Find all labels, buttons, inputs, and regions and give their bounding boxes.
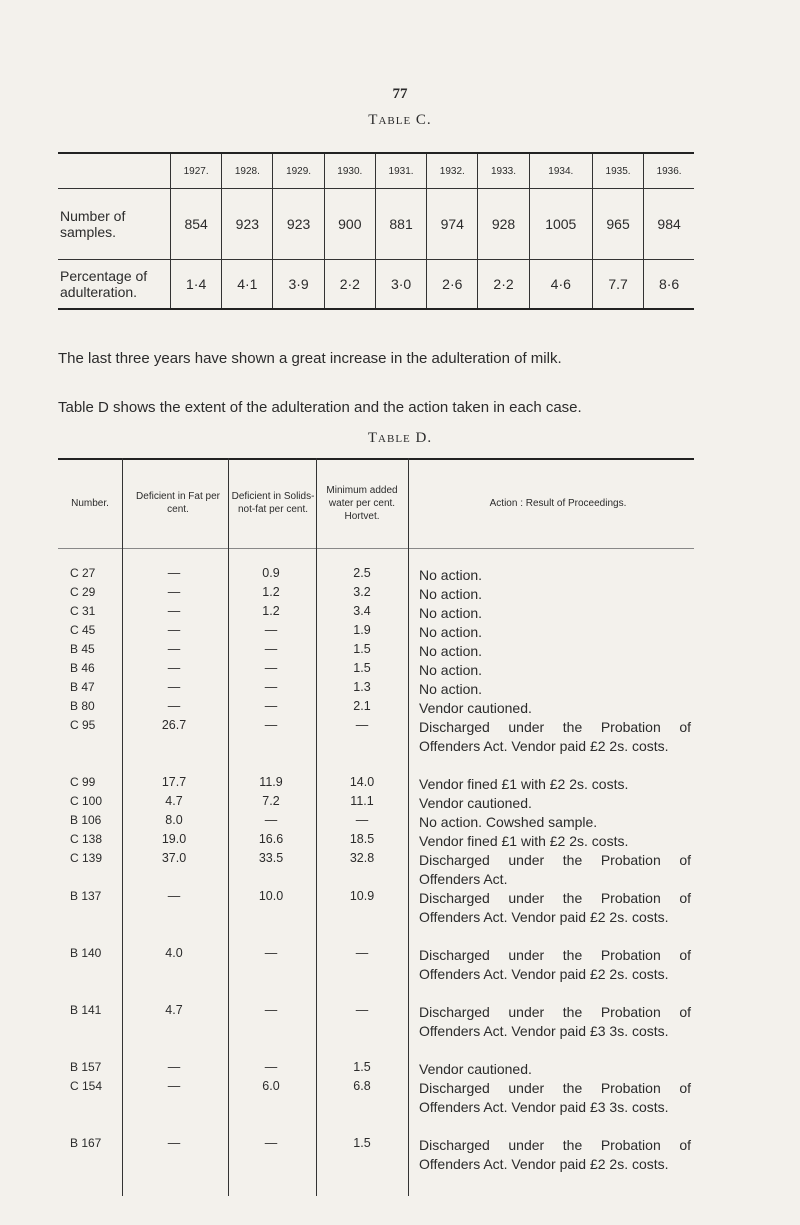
cell-action: No action. <box>419 624 483 640</box>
table-cell: 2·2 <box>324 260 375 310</box>
cell-fat: 37.0 <box>161 851 187 865</box>
cell-number: C 138 <box>70 832 103 846</box>
table-cell: 965 <box>592 189 643 260</box>
page-number: 77 <box>392 86 408 102</box>
cell-water: 18.5 <box>349 832 375 846</box>
header-water: Minimum added water per cent. Hortvet. <box>326 484 398 522</box>
table-cell: 984 <box>644 189 694 260</box>
cell-fat: 4.0 <box>165 946 183 960</box>
cell-snf: 11.9 <box>259 775 283 789</box>
cell-fat: — <box>167 680 181 694</box>
table-cell: 854 <box>171 189 222 260</box>
cell-snf: 1.2 <box>262 604 280 618</box>
cell-number: B 46 <box>70 661 95 675</box>
cell-water: — <box>355 718 369 732</box>
cell-fat: — <box>167 623 181 637</box>
cell-snf: — <box>264 813 278 827</box>
column-divider <box>408 458 409 1196</box>
cell-water: 10.9 <box>349 889 375 903</box>
row-label: Number of samples. <box>58 189 171 260</box>
cell-snf: 6.0 <box>262 1079 280 1093</box>
cell-action: Discharged under the Probation of Offenders Act. Vendor paid £2 2s. costs. <box>419 947 691 982</box>
cell-action: Discharged under the Probation of Offenders Act. Vendor paid £2 2s. costs. <box>419 719 691 754</box>
cell-snf: 16.6 <box>258 832 284 846</box>
header-fat: Deficient in Fat per cent. <box>136 491 220 515</box>
cell-number: B 137 <box>70 889 102 903</box>
cell-snf: — <box>264 680 278 694</box>
table-cell: 1·4 <box>171 260 222 310</box>
cell-snf: — <box>264 1060 278 1074</box>
cell-water: 3.2 <box>353 585 371 599</box>
year-header: 1934. <box>529 153 592 189</box>
cell-number: C 154 <box>70 1079 103 1093</box>
cell-action: Vendor cautioned. <box>419 1061 532 1077</box>
table-d <box>58 458 694 1218</box>
cell-water: 2.1 <box>353 699 371 713</box>
cell-snf: 7.2 <box>262 794 280 808</box>
cell-fat: — <box>167 889 181 903</box>
cell-action: Vendor cautioned. <box>419 795 532 811</box>
table-cell: 900 <box>324 189 375 260</box>
cell-water: 1.5 <box>353 1060 371 1074</box>
table-c <box>58 152 694 310</box>
cell-number: B 80 <box>70 699 95 713</box>
cell-fat: — <box>167 1136 181 1150</box>
table-c-title: Table C. <box>368 112 432 128</box>
cell-action: No action. Cowshed sample. <box>419 814 598 830</box>
cell-fat: — <box>167 661 181 675</box>
table-cell: 974 <box>427 189 478 260</box>
cell-fat: — <box>167 1079 181 1093</box>
cell-water: 2.5 <box>353 566 371 580</box>
table-c-header-row <box>58 153 694 189</box>
row-label: Percentage of adulteration. <box>60 268 148 300</box>
cell-snf: — <box>264 946 278 960</box>
table-cell: 8·6 <box>644 260 694 310</box>
year-header: 1936. <box>644 153 694 189</box>
cell-snf: — <box>264 699 278 713</box>
cell-action: No action. <box>419 567 483 583</box>
cell-number: C 95 <box>70 718 96 732</box>
cell-snf: — <box>264 623 278 637</box>
cell-number: C 31 <box>70 604 96 618</box>
cell-water: 1.3 <box>353 680 371 694</box>
cell-snf: 1.2 <box>262 585 280 599</box>
table-d-title: Table D. <box>367 430 433 446</box>
cell-fat: — <box>167 604 181 618</box>
cell-action: Vendor fined £1 with £2 2s. costs. <box>419 833 629 849</box>
cell-number: B 106 <box>70 813 102 827</box>
cell-fat: 26.7 <box>161 718 187 732</box>
cell-fat: — <box>167 1060 181 1074</box>
table-cell: 923 <box>273 189 324 260</box>
cell-number: B 47 <box>70 680 95 694</box>
table-c-corner <box>58 153 171 189</box>
cell-snf: — <box>264 718 278 732</box>
year-header: 1927. <box>171 153 222 189</box>
table-d-header-rule <box>58 548 694 549</box>
cell-water: — <box>355 946 369 960</box>
cell-water: 1.5 <box>353 1136 371 1150</box>
year-header: 1931. <box>375 153 426 189</box>
cell-action: No action. <box>419 586 483 602</box>
paragraph: The last three years have shown a great increase in the adulteration of milk. <box>58 350 562 367</box>
cell-fat: — <box>167 566 181 580</box>
table-cell: 923 <box>222 189 273 260</box>
cell-action: Discharged under the Probation of Offenders Act. <box>419 852 691 887</box>
cell-snf: 10.0 <box>258 889 284 903</box>
table-cell: 928 <box>478 189 529 260</box>
cell-number: C 29 <box>70 585 96 599</box>
header-snf: Deficient in Solids-not-fat per cent. <box>231 491 315 515</box>
cell-fat: — <box>167 585 181 599</box>
cell-number: C 27 <box>70 566 96 580</box>
cell-action: Vendor cautioned. <box>419 700 532 716</box>
table-cell: 4·6 <box>529 260 592 310</box>
table-cell: 2·2 <box>478 260 529 310</box>
year-header: 1935. <box>592 153 643 189</box>
cell-snf: — <box>264 1003 278 1017</box>
cell-action: Discharged under the Probation of Offenders Act. Vendor paid £2 2s. costs. <box>419 1137 691 1172</box>
header-action: Action : Result of Proceedings. <box>489 497 627 509</box>
cell-number: C 99 <box>70 775 96 789</box>
cell-action: Discharged under the Probation of Offenders Act. Vendor paid £3 3s. costs. <box>419 1004 691 1039</box>
cell-water: 1.9 <box>353 623 371 637</box>
year-header: 1930. <box>324 153 375 189</box>
year-header: 1928. <box>222 153 273 189</box>
table-cell: 1005 <box>529 189 592 260</box>
cell-action: Vendor fined £1 with £2 2s. costs. <box>419 776 629 792</box>
cell-snf: — <box>264 661 278 675</box>
cell-number: C 45 <box>70 623 96 637</box>
cell-action: Discharged under the Probation of Offenders Act. Vendor paid £2 2s. costs. <box>419 890 691 925</box>
paragraph: Table D shows the extent of the adulteration and the action taken in each case. <box>58 399 582 416</box>
cell-action: Discharged under the Probation of Offenders Act. Vendor paid £3 3s. costs. <box>419 1080 691 1115</box>
cell-fat: 4.7 <box>165 794 183 808</box>
cell-snf: 33.5 <box>258 851 284 865</box>
cell-water: 1.5 <box>353 661 371 675</box>
cell-snf: 0.9 <box>262 566 280 580</box>
cell-fat: — <box>167 642 181 656</box>
cell-fat: 8.0 <box>165 813 183 827</box>
cell-number: C 100 <box>70 794 103 808</box>
table-cell: 4·1 <box>222 260 273 310</box>
cell-action: No action. <box>419 662 483 678</box>
header-number: Number. <box>71 497 109 509</box>
cell-water: 32.8 <box>349 851 375 865</box>
year-header: 1929. <box>273 153 324 189</box>
table-cell: 2·6 <box>427 260 478 310</box>
cell-number: B 141 <box>70 1003 102 1017</box>
cell-number: B 45 <box>70 642 95 656</box>
year-header: 1933. <box>478 153 529 189</box>
cell-number: B 157 <box>70 1060 102 1074</box>
table-c-row-samples <box>58 189 694 260</box>
cell-fat: 17.7 <box>161 775 187 789</box>
cell-fat: 19.0 <box>161 832 187 846</box>
cell-action: No action. <box>419 681 483 697</box>
cell-fat: 4.7 <box>165 1003 183 1017</box>
cell-water: 14.0 <box>349 775 375 789</box>
cell-water: 1.5 <box>353 642 371 656</box>
table-cell: 7.7 <box>592 260 643 310</box>
cell-number: B 140 <box>70 946 102 960</box>
cell-water: 11.1 <box>350 794 374 808</box>
year-header: 1932. <box>427 153 478 189</box>
cell-water: 3.4 <box>353 604 371 618</box>
cell-snf: — <box>264 642 278 656</box>
cell-number: B 167 <box>70 1136 102 1150</box>
cell-water: 6.8 <box>353 1079 371 1093</box>
table-cell: 881 <box>375 189 426 260</box>
cell-snf: — <box>264 1136 278 1150</box>
table-cell: 3·0 <box>375 260 426 310</box>
cell-action: No action. <box>419 643 483 659</box>
table-c-row-adulteration <box>58 260 694 310</box>
table-cell: 3·9 <box>273 260 324 310</box>
cell-fat: — <box>167 699 181 713</box>
cell-water: — <box>355 1003 369 1017</box>
cell-water: — <box>355 813 369 827</box>
cell-number: C 139 <box>70 851 103 865</box>
cell-action: No action. <box>419 605 483 621</box>
